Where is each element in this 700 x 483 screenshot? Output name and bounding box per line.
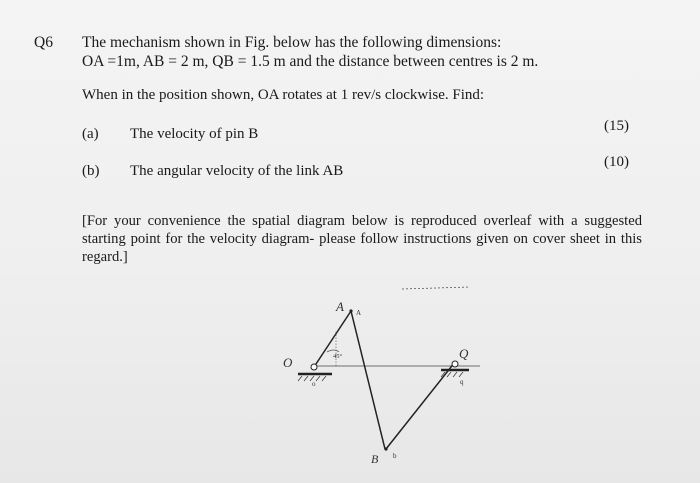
part-a-marks: (15) <box>604 118 629 134</box>
label-b: b <box>393 452 397 460</box>
angle-arc <box>327 350 339 352</box>
link-qb <box>386 362 455 449</box>
part-a-label: (a) <box>82 126 99 142</box>
instruction-note: [For your convenience the spatial diagram below is reproduced overleaf with a suggested starting point for the velocity diagram- please follow instructions given on cover sheet in this regard.] <box>82 213 642 265</box>
label-a: A <box>356 309 362 317</box>
label-a-handwritten: A <box>336 299 344 314</box>
part-a-text: The velocity of pin B <box>130 126 259 142</box>
question-line-2: OA =1m, AB = 2 m, QB = 1.5 m and the distance between centres is 2 m. <box>82 53 539 70</box>
part-b-label: (b) <box>82 163 100 179</box>
question-line-3: When in the position shown, OA rotates at 1 rev/s clockwise. Find: <box>82 87 485 103</box>
question-number: Q6 <box>34 34 53 51</box>
part-b-marks: (10) <box>604 154 629 170</box>
pivot-o <box>298 364 332 381</box>
dashed-reference-line <box>402 287 470 289</box>
link-ab <box>351 311 385 449</box>
question-line-1: The mechanism shown in Fig. below has the following dimensions: <box>82 34 502 51</box>
label-angle: 45° <box>333 353 343 360</box>
label-q-handwritten: Q <box>459 346 469 361</box>
joint-b <box>384 447 387 450</box>
part-b-text: The angular velocity of the link AB <box>130 163 344 179</box>
label-b-handwritten: B <box>371 452 379 466</box>
label-o: o <box>312 380 316 388</box>
label-q: q <box>460 378 464 386</box>
joint-a <box>349 309 352 312</box>
label-o-handwritten: O <box>283 355 293 370</box>
